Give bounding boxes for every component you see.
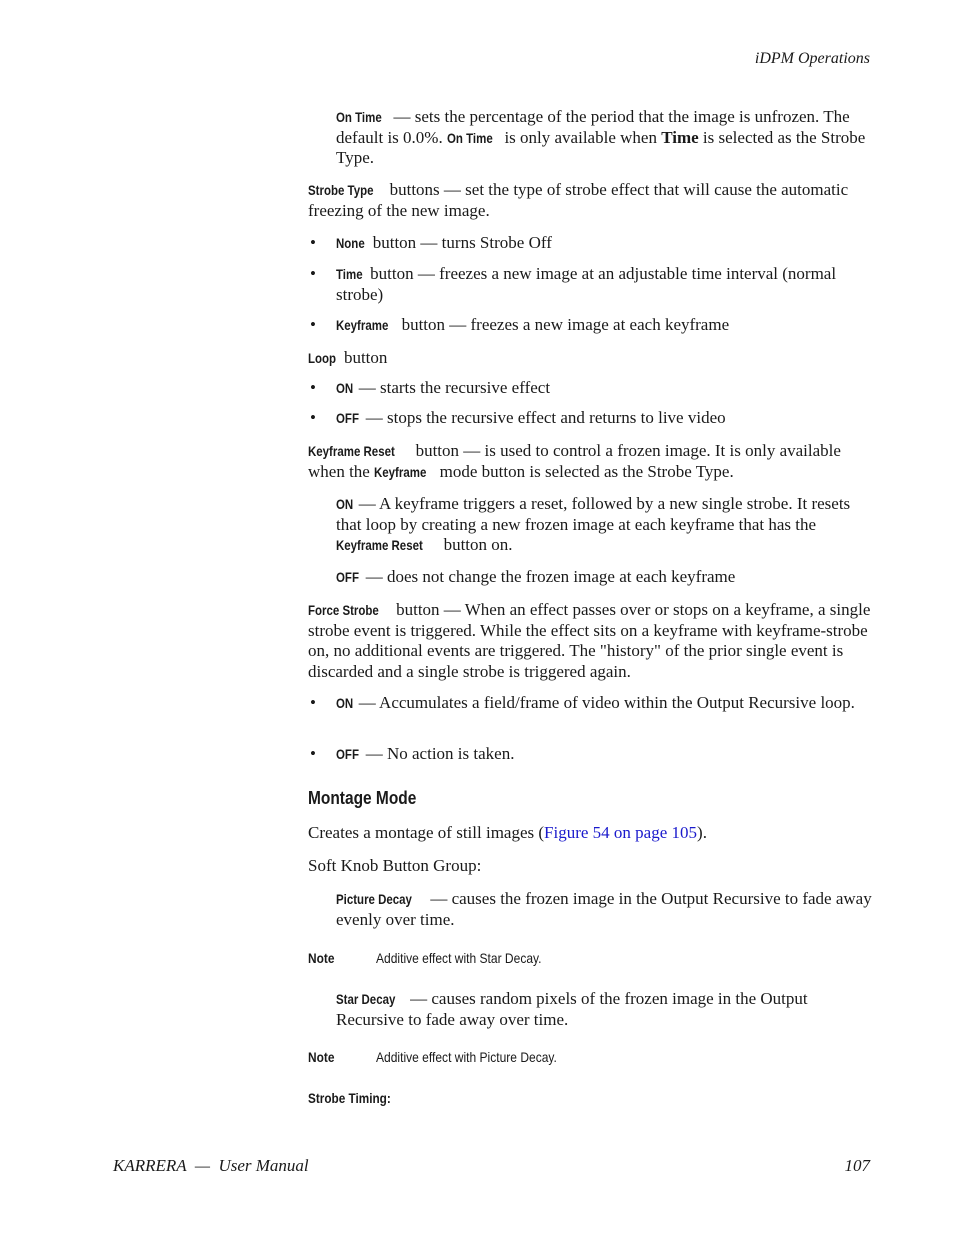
keyword: Star Decay: [336, 991, 396, 1007]
keyword: Loop: [308, 350, 337, 366]
keyword: Picture Decay: [336, 891, 412, 907]
list-item: • ON — starts the recursive effect: [310, 378, 551, 397]
keyword: On Time: [446, 129, 493, 146]
bullet-icon: •: [310, 378, 316, 397]
keyword: Time: [336, 266, 363, 282]
note-text: Additive effect with Star Decay.: [376, 950, 542, 966]
bullet-icon: •: [310, 693, 316, 712]
keyword: On Time: [336, 109, 382, 125]
keyword: OFF: [336, 746, 359, 762]
bullet-icon: •: [310, 315, 316, 334]
on-time-paragraph: On Time — sets the percentage of the period that the image is unfrozen. The default is 0.0%. On Time is only available when Time is selected as the Strobe Type.: [336, 107, 866, 167]
figure-link[interactable]: Figure 54 on page 105: [544, 823, 698, 842]
keyword: Keyframe: [336, 317, 389, 333]
bullet-icon: •: [310, 264, 316, 283]
footer-title: KARRERA — User Manual: [113, 1156, 309, 1175]
list-item: • OFF — stops the recursive effect and returns to live video: [310, 408, 726, 427]
bold-term: Time: [661, 127, 699, 147]
running-header: iDPM Operations: [754, 50, 870, 67]
section-heading: Montage Mode: [308, 788, 417, 808]
strobe-type-paragraph: Strobe Type buttons — set the type of strobe effect that will cause the automatic freezing of the new image.: [308, 180, 849, 220]
keyframe-reset-on-paragraph: ON — A keyframe triggers a reset, followed by a new single strobe. It resets that loop by creating a new frozen image at each keyframe that has the Keyframe Reset button on.: [336, 494, 851, 554]
keyword: ON: [336, 380, 354, 396]
star-decay-paragraph: Star Decay — causes random pixels of the frozen image in the Output Recursive to fade away over time.: [336, 989, 808, 1029]
keyword: OFF: [336, 410, 359, 426]
bullet-icon: •: [310, 744, 316, 763]
page-number: 107: [844, 1156, 870, 1175]
list-item: • None button — turns Strobe Off: [310, 233, 552, 252]
force-strobe-paragraph: Force Strobe button — When an effect passes over or stops on a keyframe, a single strobe event is triggered. While the effect sits on a keyframe with keyframe-strobe on, no additional events are triggered. The "history" of the prior single event is discarded and a single strobe is triggered again.: [308, 600, 871, 681]
note-text: Additive effect with Picture Decay.: [376, 1049, 557, 1065]
list-item: • Time button — freezes a new image at an adjustable time interval (normal strobe): [310, 264, 837, 304]
note-label: Note: [308, 950, 335, 966]
keyword: Keyframe: [374, 463, 427, 480]
strobe-timing-heading: Strobe Timing:: [308, 1090, 391, 1106]
loop-paragraph: Loop button: [308, 348, 388, 367]
keyword: Keyframe Reset: [308, 443, 395, 459]
keyword: ON: [336, 496, 354, 512]
bullet-icon: •: [310, 233, 316, 252]
keyword: Keyframe Reset: [336, 537, 423, 553]
keyword: Strobe Type: [308, 182, 374, 198]
list-item: • OFF — No action is taken.: [310, 744, 515, 763]
keyword: None: [336, 235, 365, 251]
montage-intro: Creates a montage of still images (Figure 54 on page 105).: [308, 823, 707, 842]
list-item: • ON — Accumulates a field/frame of video within the Output Recursive loop.: [310, 693, 855, 712]
keyframe-reset-off-paragraph: OFF — does not change the frozen image at each keyframe: [336, 567, 736, 586]
keyframe-reset-paragraph: Keyframe Reset button — is used to control a frozen image. It is only available when the Keyframe mode button is selected as the Strobe Type.: [308, 441, 841, 481]
soft-knob-label: Soft Knob Button Group:: [308, 856, 482, 875]
picture-decay-paragraph: Picture Decay — causes the frozen image in the Output Recursive to fade away evenly over time.: [336, 889, 872, 929]
note-label: Note: [308, 1049, 335, 1065]
keyword: Force Strobe: [308, 602, 379, 618]
keyword: OFF: [336, 569, 359, 585]
keyword: ON: [336, 695, 354, 711]
bullet-icon: •: [310, 408, 316, 427]
list-item: • Keyframe button — freezes a new image at each keyframe: [310, 315, 730, 334]
